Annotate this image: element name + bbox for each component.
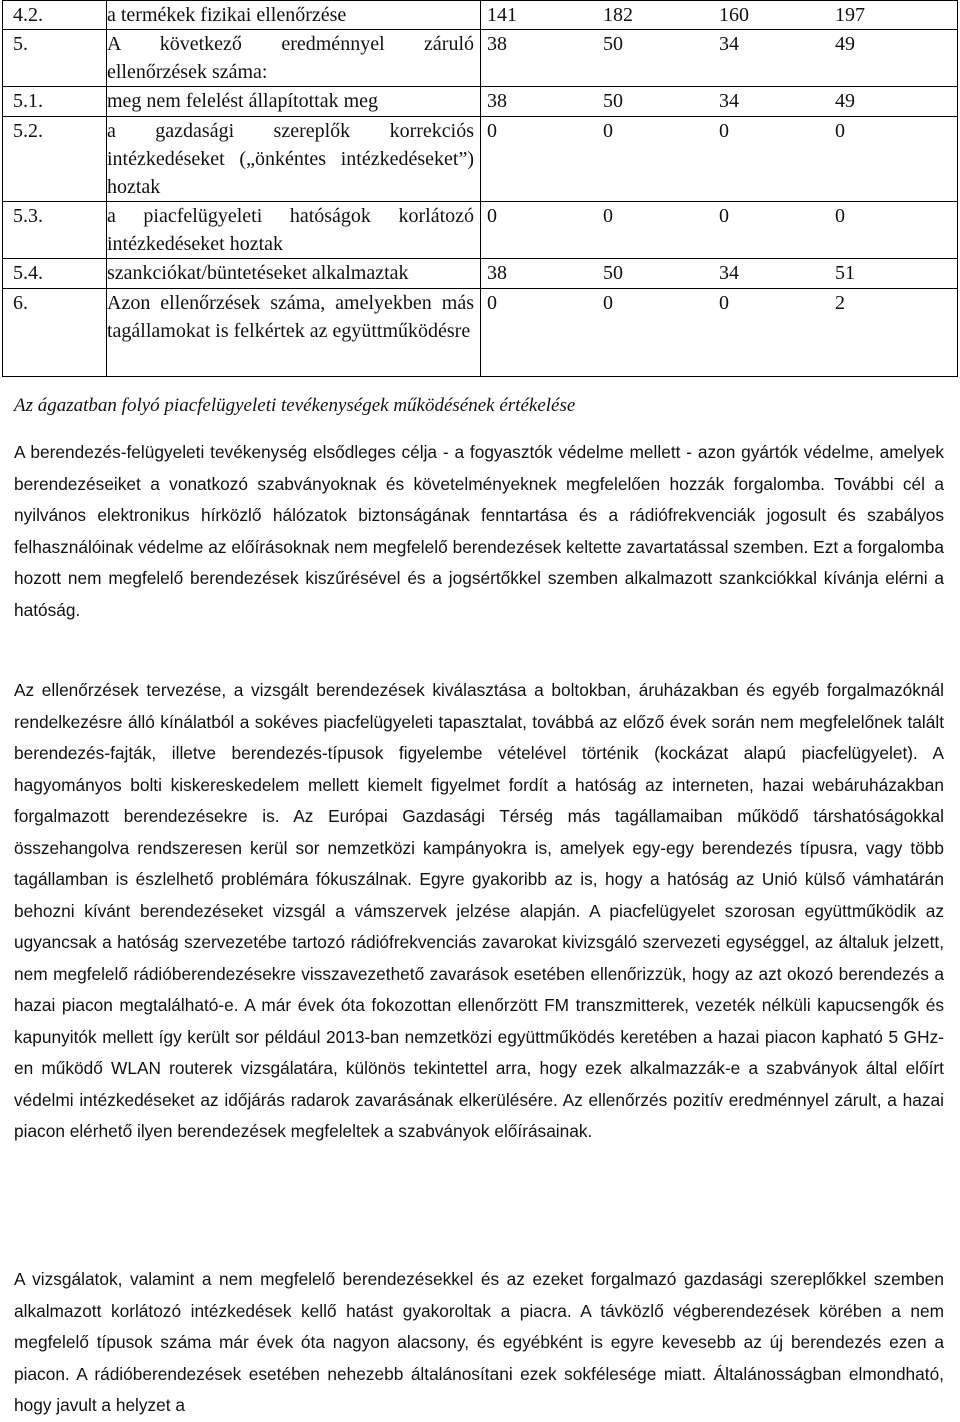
table-row	[3, 87, 958, 117]
value-cell: 197	[835, 4, 865, 26]
value-cell: 38	[487, 262, 507, 284]
value-cell: 0	[603, 120, 613, 142]
value-cell: 0	[487, 292, 497, 314]
row-description: a termékek fizikai ellenőrzése	[107, 1, 481, 30]
value-cell: 0	[719, 205, 729, 227]
value-cell: 38	[487, 33, 507, 55]
value-cell: 0	[835, 205, 845, 227]
row-values	[481, 202, 958, 259]
row-description: meg nem felelést állapítottak meg	[107, 87, 481, 117]
table-row	[3, 289, 958, 377]
paragraph	[14, 437, 944, 626]
row-number: 5.	[3, 30, 107, 87]
paragraph	[14, 675, 944, 1148]
value-cell: 38	[487, 90, 507, 112]
value-cell: 0	[603, 292, 613, 314]
row-description: a piacfelügyeleti hatóságok korlátozó intézkedéseket hoztak	[107, 202, 481, 259]
paragraph-text: Az ellenőrzések tervezése, a vizsgált berendezések kiválasztása a boltokban, áruházakban és egyéb forgalmazóknál rendelkezésre álló kínálatból a sokéves piacfelügyeleti tapasztalat, továbbá az előző évek során nem megfelelőnek talált berendezés-fajták, illetve berendezés-típusok figyelembe vételével történik (kockázat alapú piacfelügyelet). A hagyományos bolti kiskereskedelem mellett kiemelt figyelmet fordít a hatóság az interneten, hazai webáruházakban forgalmazott berendezésekre is. Az Európai Gazdasági Térség más tagállamaiban működő társhatóságokkal összehangolva rendszeresen kerül sor nemzetközi kampányokra is, amelyek egy-egy berendezés típusra, vagy több tagállamban is észlelhető problémára fókuszálnak. Egyre gyakoribb az is, hogy a hatóság az Unió külső vámhatárán behozni kívánt berendezéseket vizsgál a vámszervek jelzése alapján. A piacfelügyelet szorosan együttműködik az ugyancsak a hatóság szervezetébe tartozó rádiófrekvenciás zavarokat kivizsgáló szervezeti egységgel, az általuk jelzett, nem megfelelő rádióberendezésekre visszavezethető zavarások esetében ellenőrizzük, hogy az azt okozó berendezés a hazai piacon megtalálható-e. A már évek óta fokozottan ellenőrzött FM transzmitterek, vezeték nélküli kapucsengők és kapunyitók mellett így került sor például 2013-ban nemzetközi együttműködés keretében a hazai piacon kapható 5 GHz-en működő WLAN routerek vizsgálatára, különös tekintettel arra, hogy ezek alkalmazzák-e a szabványok által előírt védelmi intézkedéseket az időjárás radarok zavarásának elkerülésére. Az ellenőrzés pozitív eredménnyel zárult, a hazai piacon elérhető ilyen berendezések megfeleltek a szabványok előírásainak.	[14, 680, 944, 1141]
value-cell: 0	[719, 120, 729, 142]
row-values	[481, 117, 958, 202]
value-cell: 141	[487, 4, 517, 26]
row-number: 6.	[3, 289, 107, 377]
row-number: 5.1.	[3, 87, 107, 117]
row-values	[481, 259, 958, 289]
row-values	[481, 30, 958, 87]
value-cell: 49	[835, 90, 855, 112]
value-cell: 0	[487, 205, 497, 227]
table-row	[3, 259, 958, 289]
value-cell: 0	[603, 205, 613, 227]
paragraph	[14, 1264, 944, 1422]
section-heading: Az ágazatban folyó piacfelügyeleti tevékenységek működésének értékelése	[14, 395, 576, 416]
value-cell: 51	[835, 262, 855, 284]
value-cell: 49	[835, 33, 855, 55]
value-cell: 50	[603, 90, 623, 112]
row-number: 5.2.	[3, 117, 107, 202]
value-cell: 34	[719, 262, 739, 284]
row-description: Azon ellenőrzések száma, amelyekben más tagállamokat is felkértek az együttműködésre	[107, 289, 481, 377]
row-number: 5.3.	[3, 202, 107, 259]
value-cell: 0	[719, 292, 729, 314]
value-cell: 160	[719, 4, 749, 26]
row-description: szankciókat/büntetéseket alkalmaztak	[107, 259, 481, 289]
value-cell: 182	[603, 4, 633, 26]
row-values	[481, 289, 958, 377]
table-row	[3, 117, 958, 202]
row-values	[481, 1, 958, 30]
value-cell: 0	[487, 120, 497, 142]
row-values	[481, 87, 958, 117]
row-description: A következő eredménnyel záruló ellenőrzések száma:	[107, 30, 481, 87]
value-cell: 50	[603, 33, 623, 55]
row-number: 5.4.	[3, 259, 107, 289]
value-cell: 34	[719, 90, 739, 112]
paragraph-text: A vizsgálatok, valamint a nem megfelelő berendezésekkel és az ezeket forgalmazó gazdasági szereplőkkel szemben alkalmazott korlátozó intézkedések kellő hatást gyakoroltak a piacra. A távközlő végberendezések körében a nem megfelelő típusok száma már évek óta nagyon alacsony, és egyébként is egyre kevesebb az új berendezés ezen a piacon. A rádióberendezések esetében nehezebb általánosítani ezek sokfélesége miatt. Általánosságban elmondható, hogy javult a helyzet a	[14, 1269, 944, 1415]
value-cell: 34	[719, 33, 739, 55]
value-cell: 0	[835, 120, 845, 142]
value-cell: 50	[603, 262, 623, 284]
row-description: a gazdasági szereplők korrekciós intézkedéseket („önkéntes intézkedéseket”) hoztak	[107, 117, 481, 202]
table-row	[3, 1, 958, 30]
value-cell: 2	[835, 292, 845, 314]
paragraph-text: A berendezés-felügyeleti tevékenység elsődleges célja - a fogyasztók védelme mellett - azon gyártók védelme, amelyek berendezéseiket a vonatkozó szabványoknak és követelményeknek megfelelően hozzák forgalomba. További cél a nyilvános elektronikus hírközlő hálózatok biztonságának fenntartása és a rádiófrekvenciák jogosult és szabályos felhasználóinak védelme az előírásoknak nem megfelelő berendezések keltette zavartatással szemben. Ezt a forgalomba hozott nem megfelelő berendezések kiszűrésével és a jogsértőkkel szemben alkalmazott szankciókkal kívánja elérni a hatóság.	[14, 442, 944, 620]
table-row	[3, 202, 958, 259]
statistics-table	[2, 0, 958, 377]
row-number: 4.2.	[3, 1, 107, 30]
table-row	[3, 30, 958, 87]
